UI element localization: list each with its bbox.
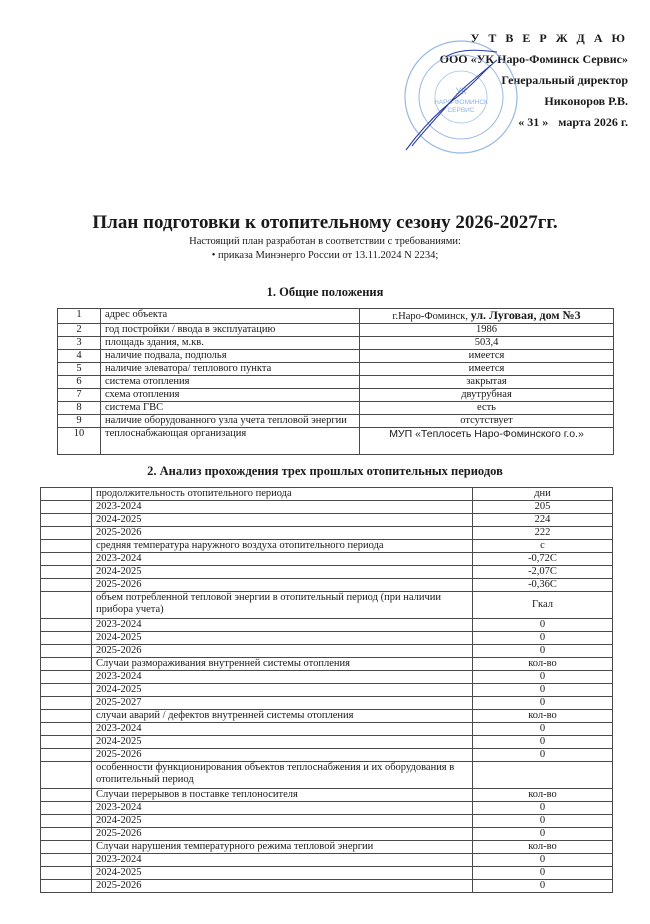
row-blank-cell bbox=[41, 540, 92, 553]
table-row bbox=[41, 671, 613, 684]
row-value: 224 bbox=[473, 514, 613, 527]
table-row bbox=[58, 324, 614, 337]
row-label: 2023-2024 bbox=[92, 854, 473, 867]
row-label: 2023-2024 bbox=[92, 501, 473, 514]
table-row bbox=[41, 553, 613, 566]
row-number: 8 bbox=[58, 402, 101, 415]
row-number: 3 bbox=[58, 337, 101, 350]
row-blank-cell bbox=[41, 514, 92, 527]
row-blank-cell bbox=[41, 488, 92, 501]
row-blank-cell bbox=[41, 710, 92, 723]
document-subtitle: Настоящий план разработан в соответствии с требованиями: bbox=[189, 236, 461, 247]
table-group-header bbox=[41, 710, 613, 723]
approval-organization: ООО «УК Наро-Фоминск Сервис» bbox=[439, 52, 628, 66]
table-row bbox=[58, 350, 614, 363]
row-number: 7 bbox=[58, 389, 101, 402]
table-row bbox=[41, 501, 613, 514]
row-value: имеется bbox=[360, 350, 614, 363]
row-number: 4 bbox=[58, 350, 101, 363]
row-label: средняя температура наружного воздуха отопительного периода bbox=[92, 540, 473, 553]
table-row bbox=[41, 736, 613, 749]
row-label: 2025-2026 bbox=[92, 880, 473, 893]
heating-analysis-table bbox=[40, 487, 613, 893]
row-value: 0 bbox=[473, 749, 613, 762]
table-row bbox=[41, 815, 613, 828]
row-label: 2024-2025 bbox=[92, 632, 473, 645]
row-label: 2023-2024 bbox=[92, 619, 473, 632]
row-blank-cell bbox=[41, 841, 92, 854]
row-label: особенности функционирования объектов теплоснабжения и их оборудования в отопительный период bbox=[92, 762, 473, 789]
document-requirement: • приказа Минэнерго России от 13.11.2024 N 2234; bbox=[211, 250, 439, 261]
table-row bbox=[41, 749, 613, 762]
row-blank-cell bbox=[41, 579, 92, 592]
table-group-header bbox=[41, 762, 613, 789]
row-value: Гкал bbox=[473, 592, 613, 619]
svg-text:СЕРВИС: СЕРВИС bbox=[447, 107, 475, 114]
table-group-header bbox=[41, 841, 613, 854]
address-city: г.Наро-Фоминск, bbox=[392, 311, 471, 322]
row-value: кол-во bbox=[473, 658, 613, 671]
table-row bbox=[58, 376, 614, 389]
row-blank-cell bbox=[41, 632, 92, 645]
row-value: 0 bbox=[473, 854, 613, 867]
row-label: 2025-2026 bbox=[92, 645, 473, 658]
row-value: кол-во bbox=[473, 710, 613, 723]
row-blank-cell bbox=[41, 723, 92, 736]
table-row bbox=[41, 632, 613, 645]
svg-text:УК: УК bbox=[455, 86, 467, 96]
row-blank-cell bbox=[41, 762, 92, 789]
row-number: 6 bbox=[58, 376, 101, 389]
row-blank-cell bbox=[41, 592, 92, 619]
table-row bbox=[41, 802, 613, 815]
row-blank-cell bbox=[41, 501, 92, 514]
row-value: 0 bbox=[473, 632, 613, 645]
row-blank-cell bbox=[41, 697, 92, 710]
row-label: объем потребленной тепловой энергии в отопительный период (при наличии прибора учета) bbox=[92, 592, 473, 619]
row-value: 0 bbox=[473, 671, 613, 684]
row-label: продолжительность отопительного периода bbox=[92, 488, 473, 501]
row-value: 0 bbox=[473, 867, 613, 880]
row-value: МУП «Теплосеть Наро-Фоминского г.о.» bbox=[360, 428, 614, 455]
row-value: 0 bbox=[473, 802, 613, 815]
table-row bbox=[41, 723, 613, 736]
table-row bbox=[58, 402, 614, 415]
approval-heading: У Т В Е Р Ж Д А Ю bbox=[470, 31, 628, 45]
row-label: система ГВС bbox=[101, 402, 360, 415]
row-value: -0,36С bbox=[473, 579, 613, 592]
row-value: есть bbox=[360, 402, 614, 415]
table-group-header bbox=[41, 658, 613, 671]
row-value: 0 bbox=[473, 697, 613, 710]
table-row bbox=[41, 645, 613, 658]
row-blank-cell bbox=[41, 619, 92, 632]
row-blank-cell bbox=[41, 789, 92, 802]
row-number: 1 bbox=[58, 309, 101, 324]
row-number: 2 bbox=[58, 324, 101, 337]
table-row bbox=[41, 684, 613, 697]
table-row bbox=[41, 854, 613, 867]
row-value: 0 bbox=[473, 723, 613, 736]
address-street: ул. Луговая, дом №3 bbox=[470, 308, 581, 322]
row-label: 2024-2025 bbox=[92, 514, 473, 527]
table-group-header bbox=[41, 789, 613, 802]
row-label: наличие подвала, подполья bbox=[101, 350, 360, 363]
row-label: 2024-2025 bbox=[92, 684, 473, 697]
row-value: 0 bbox=[473, 880, 613, 893]
row-value: 0 bbox=[473, 815, 613, 828]
table-row bbox=[58, 428, 614, 455]
table-row bbox=[58, 415, 614, 428]
row-value: 205 bbox=[473, 501, 613, 514]
row-label: 2023-2024 bbox=[92, 802, 473, 815]
row-value: 0 bbox=[473, 619, 613, 632]
row-value: кол-во bbox=[473, 841, 613, 854]
row-label: наличие оборудованного узла учета тепловой энергии bbox=[101, 415, 360, 428]
row-label: 2024-2025 bbox=[92, 867, 473, 880]
row-blank-cell bbox=[41, 671, 92, 684]
company-stamp bbox=[402, 38, 520, 156]
table-row bbox=[58, 309, 614, 324]
table-row bbox=[41, 566, 613, 579]
row-value: 222 bbox=[473, 527, 613, 540]
row-value: закрытая bbox=[360, 376, 614, 389]
section-1-title: 1. Общие положения bbox=[266, 285, 384, 299]
row-blank-cell bbox=[41, 527, 92, 540]
row-label: случаи аварий / дефектов внутренней системы отопления bbox=[92, 710, 473, 723]
row-value: -2,07С bbox=[473, 566, 613, 579]
table-row bbox=[41, 514, 613, 527]
document-title: План подготовки к отопительному сезону 2026-2027гг. bbox=[92, 212, 558, 233]
row-blank-cell bbox=[41, 854, 92, 867]
table-row bbox=[41, 527, 613, 540]
row-value: 0 bbox=[473, 645, 613, 658]
row-blank-cell bbox=[41, 828, 92, 841]
approval-position: Генеральный директор bbox=[501, 73, 628, 87]
row-label: 2024-2025 bbox=[92, 736, 473, 749]
row-blank-cell bbox=[41, 749, 92, 762]
row-blank-cell bbox=[41, 645, 92, 658]
table-row bbox=[41, 697, 613, 710]
row-label: 2024-2025 bbox=[92, 566, 473, 579]
row-label: 2025-2026 bbox=[92, 579, 473, 592]
row-value: с bbox=[473, 540, 613, 553]
row-blank-cell bbox=[41, 867, 92, 880]
row-blank-cell bbox=[41, 736, 92, 749]
row-value bbox=[360, 309, 614, 324]
table-row bbox=[58, 363, 614, 376]
row-blank-cell bbox=[41, 566, 92, 579]
table-row bbox=[41, 579, 613, 592]
row-number: 9 bbox=[58, 415, 101, 428]
row-value: 0 bbox=[473, 684, 613, 697]
row-value: -0,72С bbox=[473, 553, 613, 566]
row-label: 2025-2026 bbox=[92, 749, 473, 762]
row-label: 2023-2024 bbox=[92, 553, 473, 566]
row-label: 2025-2026 bbox=[92, 828, 473, 841]
row-blank-cell bbox=[41, 880, 92, 893]
row-label: 2024-2025 bbox=[92, 815, 473, 828]
table-group-header bbox=[41, 592, 613, 619]
table-row bbox=[41, 880, 613, 893]
row-blank-cell bbox=[41, 802, 92, 815]
row-label: площадь здания, м.кв. bbox=[101, 337, 360, 350]
row-label: 2023-2024 bbox=[92, 723, 473, 736]
row-blank-cell bbox=[41, 815, 92, 828]
row-label: схема отопления bbox=[101, 389, 360, 402]
row-label: адрес объекта bbox=[101, 309, 360, 324]
table-row bbox=[58, 337, 614, 350]
row-label: 2023-2024 bbox=[92, 671, 473, 684]
approval-signatory: Никоноров Р.В. bbox=[544, 94, 628, 108]
table-row bbox=[58, 389, 614, 402]
row-label: Случаи перерывов в поставке теплоносителя bbox=[92, 789, 473, 802]
table-group-header bbox=[41, 540, 613, 553]
row-label: год постройки / ввода в эксплуатацию bbox=[101, 324, 360, 337]
row-value: 503,4 bbox=[360, 337, 614, 350]
row-value: имеется bbox=[360, 363, 614, 376]
row-label: 2025-2027 bbox=[92, 697, 473, 710]
row-number: 10 bbox=[58, 428, 101, 455]
row-blank-cell bbox=[41, 658, 92, 671]
svg-text:НАРО-ФОМИНСК: НАРО-ФОМИНСК bbox=[434, 99, 488, 106]
row-number: 5 bbox=[58, 363, 101, 376]
row-value: 0 bbox=[473, 736, 613, 749]
row-value: кол-во bbox=[473, 789, 613, 802]
row-label: теплоснабжающая организация bbox=[101, 428, 360, 455]
row-label: Случаи размораживания внутренней системы отопления bbox=[92, 658, 473, 671]
row-value: отсутствует bbox=[360, 415, 614, 428]
general-info-table bbox=[57, 308, 614, 455]
row-value: двутрубная bbox=[360, 389, 614, 402]
table-row bbox=[41, 619, 613, 632]
row-value bbox=[473, 762, 613, 789]
row-label: Случаи нарушения температурного режима тепловой энергии bbox=[92, 841, 473, 854]
table-row bbox=[41, 867, 613, 880]
row-label: 2025-2026 bbox=[92, 527, 473, 540]
table-row bbox=[41, 828, 613, 841]
row-blank-cell bbox=[41, 553, 92, 566]
row-value: 1986 bbox=[360, 324, 614, 337]
row-value: 0 bbox=[473, 828, 613, 841]
approval-date-day: « 31 » bbox=[518, 115, 549, 129]
table-group-header bbox=[41, 488, 613, 501]
section-2-title: 2. Анализ прохождения трех прошлых отопительных периодов bbox=[147, 464, 503, 478]
row-label: наличие элеватора/ теплового пункта bbox=[101, 363, 360, 376]
approval-date-rest: марта 2026 г. bbox=[558, 115, 628, 129]
row-blank-cell bbox=[41, 684, 92, 697]
row-value: дни bbox=[473, 488, 613, 501]
row-label: система отопления bbox=[101, 376, 360, 389]
